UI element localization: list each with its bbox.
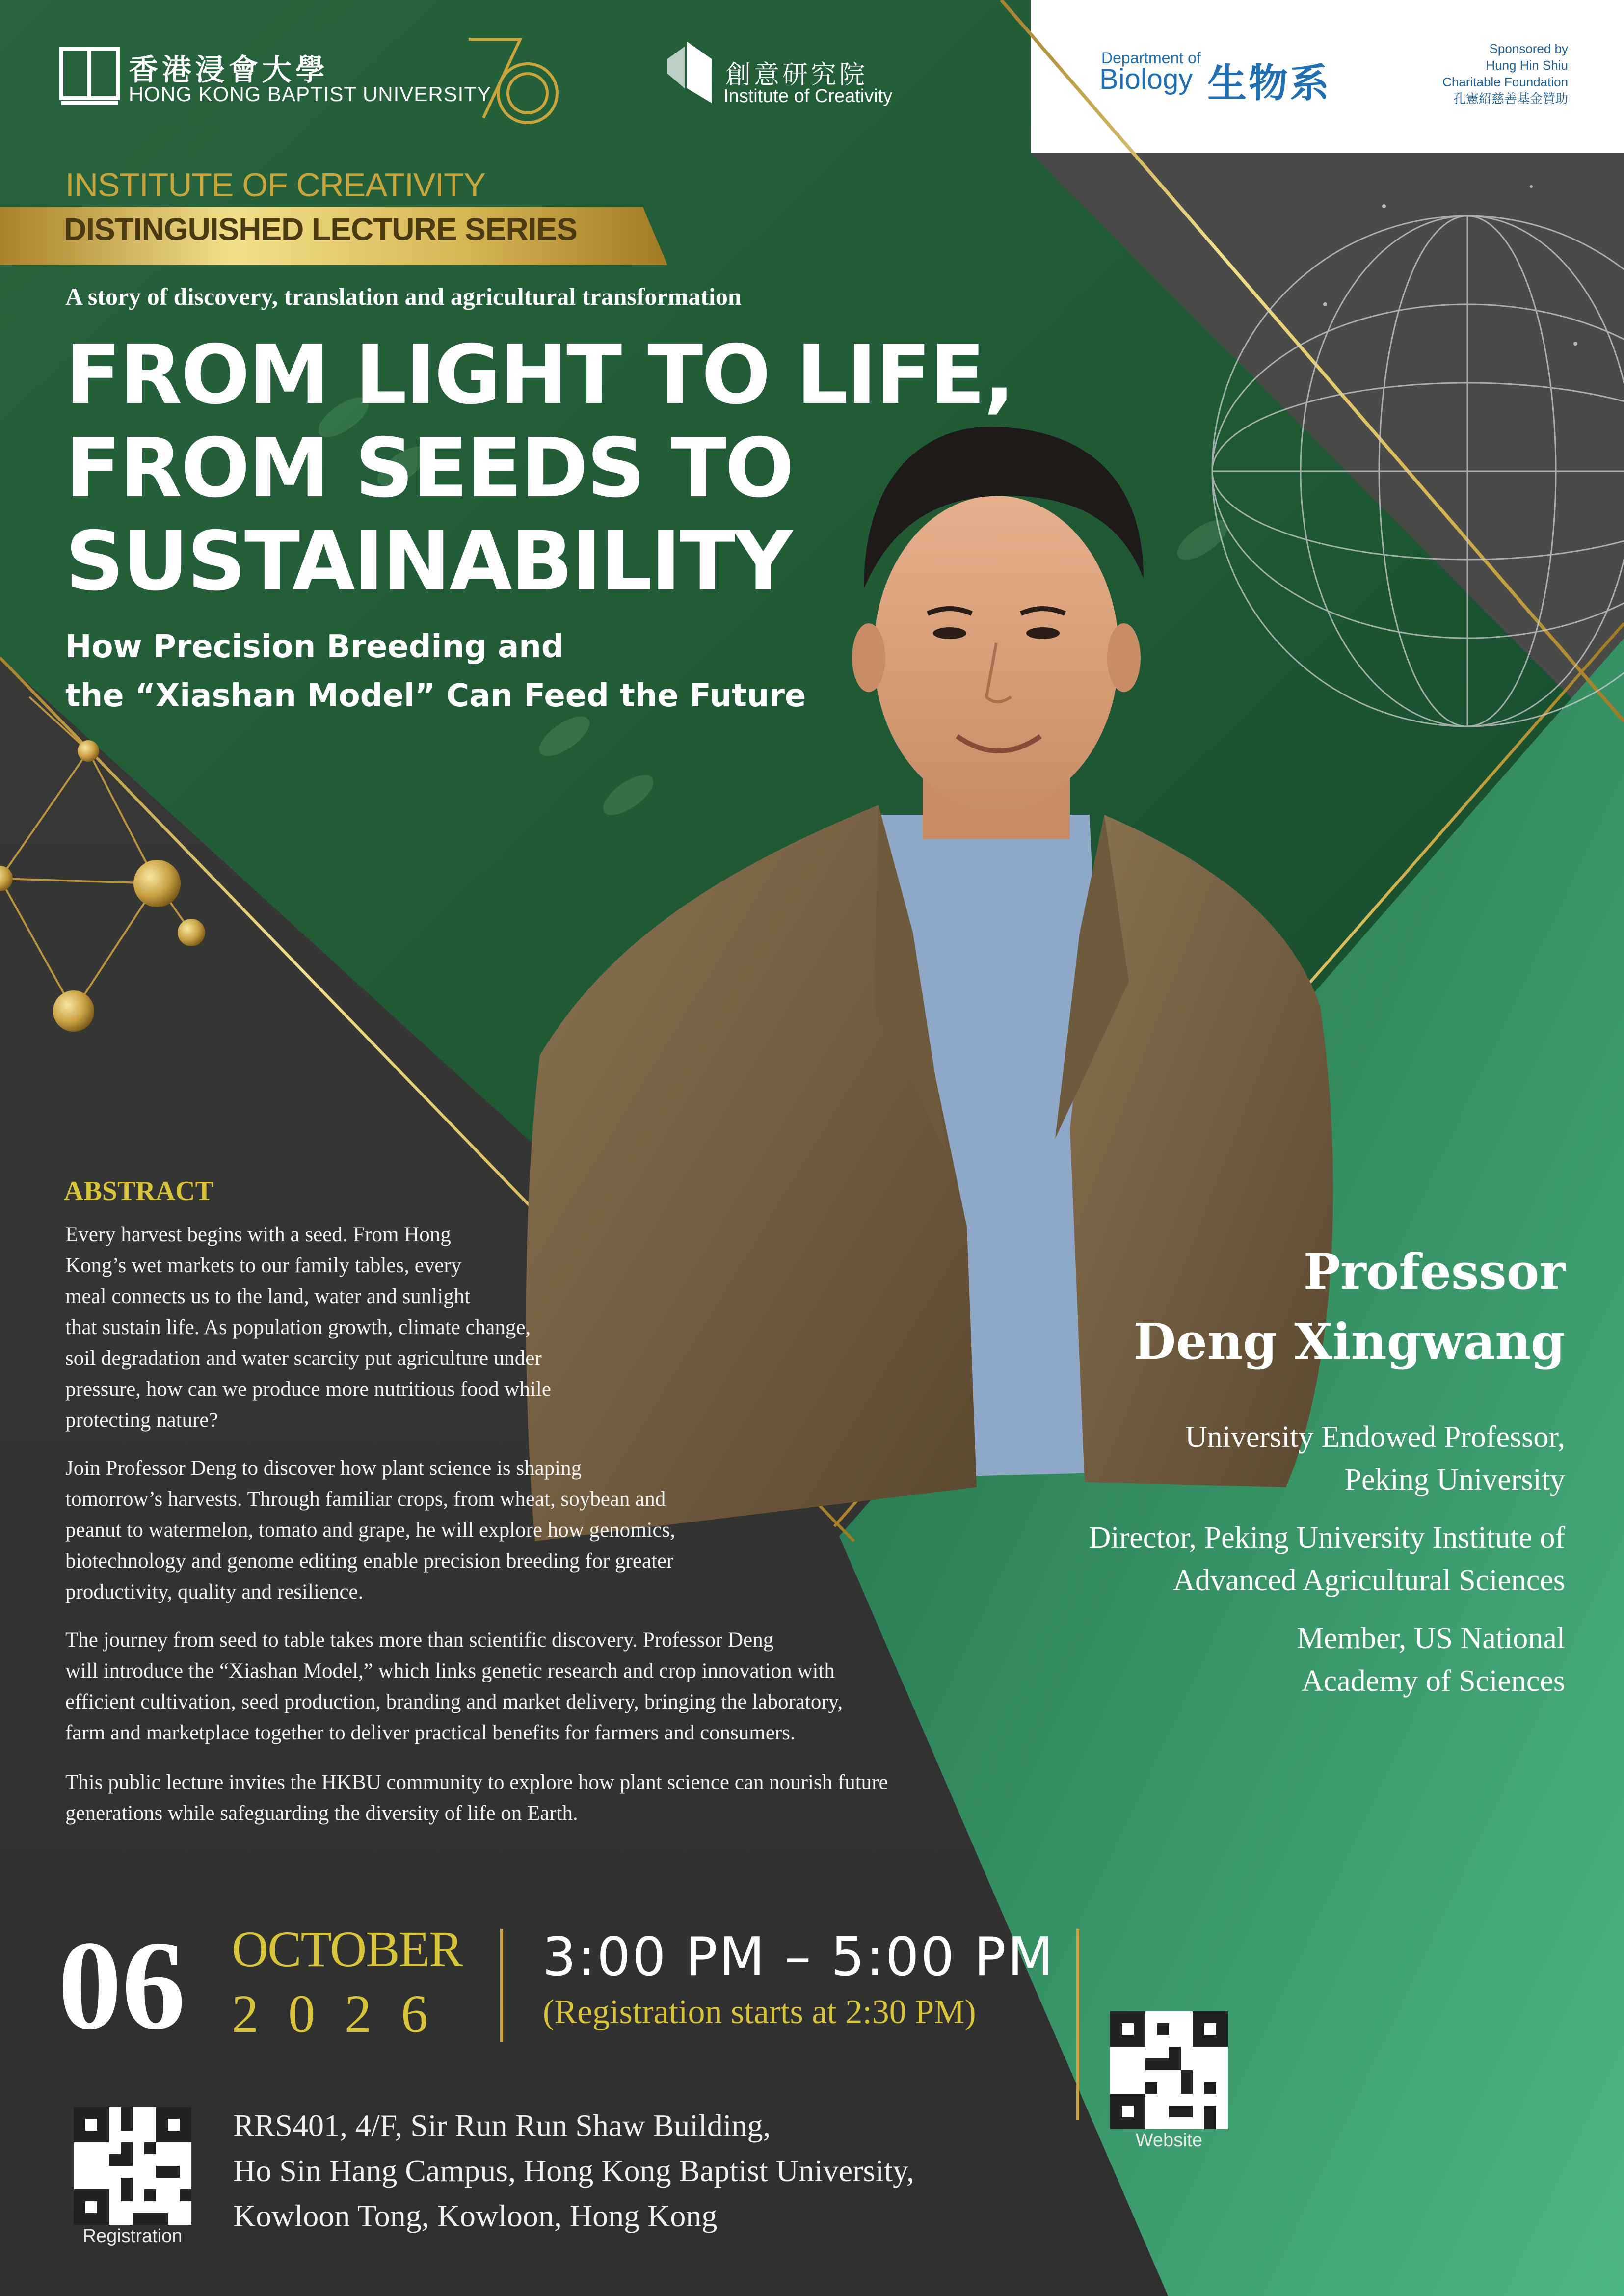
title-line: FROM LIGHT TO LIFE, bbox=[65, 328, 1013, 423]
abstract-line: tomorrow’s harvests. Through familiar crops, from wheat, soybean and bbox=[65, 1488, 666, 1511]
event-year: 2026 bbox=[232, 1984, 457, 2044]
registration-qr-code[interactable] bbox=[74, 2107, 191, 2225]
abstract-line: Kong’s wet markets to our family tables, every bbox=[65, 1254, 462, 1277]
abstract-line: generations while safeguarding the diversity of life on Earth. bbox=[65, 1802, 578, 1825]
speaker-name-line: Deng Xingwang bbox=[1133, 1312, 1565, 1370]
sponsor-line: 孔憲紹慈善基金贊助 bbox=[1453, 91, 1568, 106]
abstract-line: soil degradation and water scarcity put agriculture under bbox=[65, 1347, 542, 1370]
venue-line: RRS401, 4/F, Sir Run Run Shaw Building, bbox=[233, 2108, 771, 2143]
sponsor-line: Charitable Foundation bbox=[1442, 75, 1568, 89]
abstract-line: This public lecture invites the HKBU community to explore how plant science can nourish future bbox=[65, 1771, 888, 1794]
abstract-line: Join Professor Deng to discover how plant science is shaping bbox=[65, 1457, 582, 1480]
event-time: 3:00 PM – 5:00 PM bbox=[542, 1926, 1055, 1988]
lecture-title bbox=[65, 329, 1013, 609]
venue-line: Kowloon Tong, Kowloon, Hong Kong bbox=[233, 2198, 718, 2233]
department-of-label: Department of bbox=[1101, 49, 1201, 67]
institute-name-en: Institute of Creativity bbox=[723, 86, 893, 107]
speaker-role-line: Academy of Sciences bbox=[1301, 1664, 1565, 1698]
series-institute-label: INSTITUTE OF CREATIVITY bbox=[65, 166, 485, 204]
university-name-cn: 香港浸會大學 bbox=[129, 53, 329, 86]
abstract-heading: ABSTRACT bbox=[64, 1176, 213, 1206]
abstract-line: Every harvest begins with a seed. From Hong bbox=[65, 1223, 451, 1246]
abstract-line: pressure, how can we produce more nutritious food while bbox=[65, 1378, 551, 1401]
speaker-role-line: Peking University bbox=[1344, 1463, 1565, 1496]
abstract-line: efficient cultivation, seed production, branding and market delivery, bringing the laboratory, bbox=[65, 1690, 843, 1713]
abstract-line: productivity, quality and resilience. bbox=[65, 1580, 364, 1603]
abstract-line: farm and marketplace together to deliver practical benefits for farmers and consumers. bbox=[65, 1721, 796, 1744]
venue-line: Ho Sin Hang Campus, Hong Kong Baptist University, bbox=[233, 2153, 914, 2188]
lecture-tagline: A story of discovery, translation and agricultural transformation bbox=[65, 283, 742, 310]
department-name: Biology bbox=[1099, 63, 1193, 95]
abstract-paragraph-1 bbox=[65, 1219, 551, 1436]
sponsor-line: Sponsored by bbox=[1489, 41, 1568, 56]
website-qr-code[interactable] bbox=[1110, 2011, 1228, 2129]
abstract-line: meal connects us to the land, water and sunlight bbox=[65, 1285, 471, 1308]
subtitle-line: the “Xiashan Model” Can Feed the Future bbox=[65, 678, 806, 714]
speaker-role-line: Director, Peking University Institute of bbox=[1089, 1521, 1565, 1554]
abstract-line: biotechnology and genome editing enable precision breeding for greater bbox=[65, 1549, 674, 1573]
event-month: OCTOBER bbox=[232, 1921, 462, 1977]
speaker-role-line: Member, US National bbox=[1297, 1622, 1565, 1655]
university-name-en: HONG KONG BAPTIST UNIVERSITY bbox=[129, 82, 492, 106]
website-qr-label: Website bbox=[1135, 2130, 1203, 2151]
title-line: SUSTAINABILITY bbox=[65, 514, 792, 609]
speaker-role-3 bbox=[1297, 1617, 1565, 1703]
abstract-paragraph-4 bbox=[65, 1767, 888, 1829]
speaker-name bbox=[1134, 1237, 1566, 1376]
speaker-role-line: University Endowed Professor, bbox=[1185, 1420, 1565, 1454]
speaker-name-line: Professor bbox=[1303, 1243, 1565, 1301]
abstract-line: protecting nature? bbox=[65, 1409, 218, 1432]
event-venue bbox=[233, 2103, 914, 2239]
lecture-subtitle bbox=[65, 622, 806, 721]
event-day: 06 bbox=[58, 1915, 186, 2056]
abstract-line: will introduce the “Xiashan Model,” which links genetic research and crop innovation with bbox=[65, 1659, 835, 1682]
abstract-paragraph-3 bbox=[65, 1625, 843, 1748]
speaker-role-2 bbox=[1089, 1517, 1565, 1602]
abstract-line: The journey from seed to table takes more than scientific discovery. Professor Deng bbox=[65, 1629, 774, 1652]
series-name-label: DISTINGUISHED LECTURE SERIES bbox=[64, 212, 577, 247]
speaker-role-1 bbox=[1185, 1416, 1565, 1501]
institute-name-cn: 創意研究院 bbox=[725, 61, 868, 89]
sponsor-line: Hung Hin Shiu bbox=[1486, 58, 1568, 73]
abstract-line: that sustain life. As population growth, climate change, bbox=[65, 1316, 531, 1339]
abstract-paragraph-2 bbox=[65, 1453, 675, 1607]
title-line: FROM SEEDS TO bbox=[65, 421, 793, 516]
department-name-cn: 生物系 bbox=[1207, 61, 1331, 105]
registration-qr-label: Registration bbox=[82, 2226, 183, 2246]
sponsor-block bbox=[1406, 40, 1568, 107]
registration-start-note: (Registration starts at 2:30 PM) bbox=[543, 1993, 976, 2031]
abstract-line: peanut to watermelon, tomato and grape, he will explore how genomics, bbox=[65, 1519, 676, 1542]
subtitle-line: How Precision Breeding and bbox=[65, 629, 564, 665]
speaker-role-line: Advanced Agricultural Sciences bbox=[1173, 1564, 1565, 1597]
